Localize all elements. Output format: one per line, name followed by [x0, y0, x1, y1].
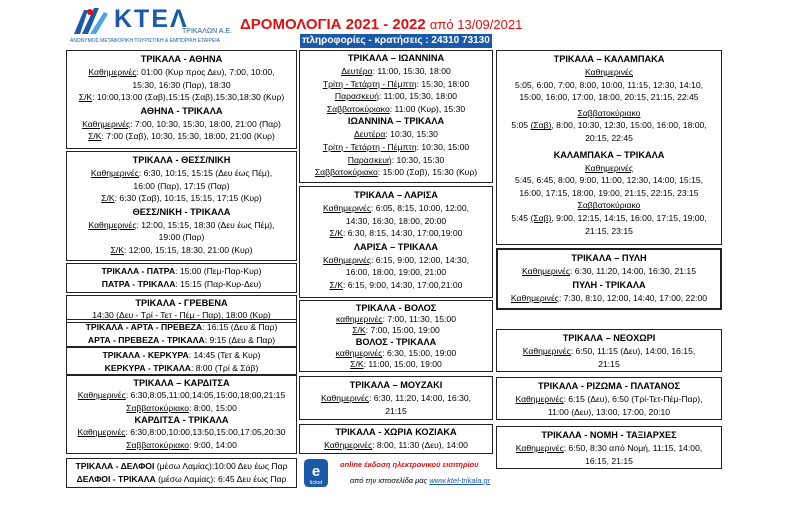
schedule-row: 15:00, 16:00, 17:00, 18:00, 20:15, 21:15, 22:45 — [519, 92, 699, 103]
ktel-logo-icon — [70, 6, 114, 38]
route-patra — [66, 263, 297, 293]
schedule-row: Καθημερινές: 6:05, 8:15, 10:00, 12:00, — [323, 203, 469, 213]
schedule-row: 21:15, 23:15 — [585, 225, 633, 236]
route-neochori — [496, 329, 722, 372]
route-title: ΚΑΛΑΜΠΑΚΑ – ΤΡΙΚΑΛΑ — [553, 149, 665, 160]
schedule-label: Καθημερινές — [584, 162, 633, 173]
schedule-row: Παρασκευή: 11:00, 15:30, 18:00 — [334, 91, 458, 102]
schedule-row: Καθημερινές: 6:30, 10:15, 15:15 (Δευ έως Πέμ), — [90, 168, 273, 178]
schedule-row: 21:15 — [385, 405, 407, 416]
schedule-row: Καθημερινές: 6:30,8:00,10:00,13:50,15:00,17:05,20:30 — [77, 427, 286, 438]
route-title: ΤΡΙΚΑΛΑ - ΑΘΗΝΑ — [140, 54, 223, 64]
schedule-row: ΠΑΤΡΑ - ΤΡΙΚΑΛΑ: 15:15 (Παρ-Κυρ-Δευ) — [101, 278, 262, 289]
schedule-row: Καθημερινές: 6:50, 8:30 από Νομή, 11:15, 14:00, — [515, 443, 703, 453]
schedule-row: Δευτέρα: 11:00, 15:30, 18:00 — [341, 66, 451, 76]
website-prefix: από την ιστοσελίδα μας — [350, 476, 428, 485]
route-mouzaki — [299, 376, 493, 420]
schedule-row: Σ/Κ: 6:30, 8:15, 14:30, 17:00,19:00 — [329, 228, 463, 239]
route-title: ΙΩΑΝΝΙΝΑ – ΤΡΙΚΑΛΑ — [347, 116, 445, 127]
schedule-row: Καθημερινές: 12:00, 15:15, 18:30 (Δευ έως Πέμ), — [88, 219, 275, 230]
route-title: ΚΑΡΔΙΤΣΑ - ΤΡΙΚΑΛΑ — [134, 415, 229, 426]
route-koziaka — [299, 424, 493, 454]
logo-subtitle: ΤΡΙΚΑΛΩΝ Α.Ε. — [182, 28, 232, 35]
schedule-row: Σ/Κ: 11:00, 15:00, 19:00 — [350, 359, 442, 369]
online-ticket-note: online έκδοση ηλεκτρονικού εισιτηρίου — [340, 460, 479, 469]
route-arta-preveza — [66, 319, 297, 347]
website-line — [350, 476, 490, 485]
route-title: ΛΑΡΙΣΑ – ΤΡΙΚΑΛΑ — [353, 241, 439, 252]
schedule-row: 5:45 (Σαβ), 9:00, 12:15, 14:15, 16:00, 17:15, 19:00, — [511, 212, 707, 223]
schedule-row: Καθημερινές: 8:00, 11:30 (Δευ), 14:00 — [324, 440, 468, 450]
schedule-row: 5:05, 6:00, 7:00, 8:00, 10:00, 11:15, 12:30, 14:10, — [514, 79, 704, 90]
schedule-row: Καθημερινές: 6:30, 11:20, 14:00, 16:30, 21:15 — [521, 266, 696, 276]
schedule-row: 11:00 (Δευ), 13:00, 17:00, 20:10 — [547, 406, 671, 417]
schedule-row: καθημερινές: 6:30, 15:00, 19:00 — [335, 348, 457, 358]
schedule-row: ΤΡΙΚΑΛΑ - ΠΑΤΡΑ: 15:00 (Πεμ-Παρ-Κυρ) — [101, 266, 262, 276]
route-thessaloniki — [66, 151, 297, 261]
route-title: ΤΡΙΚΑΛΑ – ΠΥΛΗ — [571, 253, 647, 263]
company-name: ΑΝΩΝΥΜΟΣ ΜΕΤΑΦΟΡΙΚΗ ΤΟΥΡΙΣΤΙΚΗ & ΕΜΠΟΡΙΚΗ ΕΤΑΙΡΕΙΑ — [70, 38, 220, 44]
schedule-row: Σαββατοκύριακο: 9:00, 14:00 — [126, 439, 237, 450]
schedule-row: 14:30 (Δευ - Τρί - Τετ - Πέμ - Παρ), 18:00 (Κυρ) — [92, 310, 271, 320]
schedule-row: ΤΡΙΚΑΛΑ - ΚΕΡΚΥΡΑ: 14:45 (Τετ & Κυρ) — [102, 350, 261, 360]
schedule-row: Παρασκευή: 10:30, 15:30 — [347, 154, 445, 165]
title-text: ΔΡΟΜΟΛΟΓΙΑ 2021 - 2022 — [240, 16, 426, 33]
route-title: ΤΡΙΚΑΛΑ - ΧΩΡΙΑ ΚΟΖΙΑΚΑ — [335, 427, 457, 437]
schedule-row: Σ/Κ: 7:00, 15:00, 19:00 — [352, 325, 440, 335]
eticket-icon — [301, 456, 331, 490]
route-rizoma — [496, 377, 722, 420]
schedule-row: ΤΡΙΚΑΛΑ - ΑΡΤΑ - ΠΡΕΒΕΖΑ: 16:15 (Δευ & Παρ) — [85, 322, 278, 332]
route-title: ΑΘΗΝΑ - ΤΡΙΚΑΛΑ — [140, 105, 223, 116]
route-athina — [66, 50, 297, 149]
route-title: ΒΟΛΟΣ - ΤΡΙΚΑΛΑ — [355, 337, 437, 347]
schedule-row: ΔΕΛΦΟΙ - ΤΡΙΚΑΛΑ (μέσω Λαμίας): 6:45 Δευ έως Παρ — [76, 473, 287, 484]
route-title: ΤΡΙΚΑΛΑ - ΘΕΣΣ/ΝΙΚΗ — [132, 155, 231, 165]
schedule-row: Καθημερινές: 6:50, 11:15 (Δευ), 14:00, 16:15, — [522, 346, 696, 356]
schedule-row: Σαββατοκύριακο: 15:00 (Σαβ), 15:30 (Κυρ) — [314, 167, 478, 178]
svg-text:e: e — [311, 463, 321, 480]
schedule-row: 5:05 (Σαβ), 8:00, 10:30, 12:30, 15:00, 16:00, 18:00, — [511, 120, 707, 131]
website-link[interactable]: www.ktel-trikala.gr — [429, 476, 491, 485]
schedule-row: ΑΡΤΑ - ΠΡΕΒΕΖΑ - ΤΡΙΚΑΛΑ: 9:15 (Δευ & Παρ) — [87, 334, 276, 345]
schedule-row: Τρίτη - Τετάρτη - Πέμπτη: 10:30, 15:00 — [322, 141, 470, 152]
schedule-row: Καθημερινές: 6:30,8:05,11:00,14:05,15:00,18:00,21:15 — [77, 390, 286, 400]
route-kerkyra — [66, 347, 297, 375]
schedule-row: Καθημερινές: 6:15 (Δευ), 6:50 (Τρί-Τετ-Πέμ-Παρ), — [515, 394, 703, 404]
route-title: ΤΡΙΚΑΛΑ – ΙΩΑΝΝΙΝΑ — [347, 53, 445, 63]
schedule-row: Σ/Κ: 6:30 (Σαβ), 10:15, 15:15, 17:15 (Κυρ) — [101, 193, 262, 204]
schedule-row: ΚΕΡΚΥΡΑ - ΤΡΙΚΑΛΑ: 8:00 (Τρί & Σάβ) — [104, 362, 259, 373]
schedule-row: 5:45, 6:45, 8:00, 9:00, 11:00, 12:30, 14:00, 15:15, — [514, 175, 704, 186]
schedule-row: Σαββατοκύριακο: 8:00, 15:00 — [126, 402, 237, 413]
route-title: ΤΡΙΚΑΛΑ – ΝΕΟΧΩΡΙ — [562, 333, 656, 343]
schedule-row: Δευτέρα: 10:30, 15:30 — [354, 129, 438, 140]
route-larisa — [299, 186, 493, 298]
schedule-row: Τρίτη - Τετάρτη - Πέμπτη: 15:30, 18:00 — [322, 78, 470, 89]
schedule-label: Σαββατοκύριακο — [577, 200, 641, 211]
route-title: ΤΡΙΚΑΛΑ - ΡΙΖΩΜΑ - ΠΛΑΤΑΝΟΣ — [537, 381, 681, 391]
route-title: ΘΕΣΣ/ΝΙΚΗ - ΤΡΙΚΑΛΑ — [132, 206, 231, 217]
route-karditsa — [66, 375, 297, 454]
route-title: ΤΡΙΚΑΛΑ - ΝΟΜΗ - ΤΑΞΙΑΡΧΕΣ — [541, 430, 677, 440]
route-title: ΤΡΙΚΑΛΑ – ΜΟΥΖΑΚΙ — [349, 380, 443, 390]
schedule-row: 19:00 (Παρ) — [158, 232, 205, 243]
schedule-row: Σ/Κ: 12:00, 15:15, 18:30, 21:00 (Κυρ) — [110, 244, 253, 255]
schedule-row: Καθημερινές: 01:00 (Κυρ προς Δευ), 7:00, 10:00, — [88, 67, 275, 77]
schedule-row: Καθημερινές: 6:15, 9:00, 12:00, 14:30, — [323, 254, 469, 265]
schedule-row: Καθημερινές: 7:30, 8:10, 12:00, 14:40, 17:00, 22:00 — [510, 292, 708, 303]
schedule-row: ΤΡΙΚΑΛΑ - ΔΕΛΦΟΙ (μέσω Λαμίας):10:00 Δευ έως Παρ — [75, 461, 288, 471]
schedule-row: 16:00, 18:00, 19:00, 21:00 — [345, 267, 447, 278]
route-title: ΤΡΙΚΑΛΑ - ΒΟΛΟΣ — [355, 303, 437, 313]
schedule-row: Σ/Κ: 10:00,13:00 (Σαβ),15:15 (Σαβ),15:30,18:30 (Κυρ) — [78, 92, 285, 103]
eticket-label: ticket — [309, 480, 323, 486]
schedule-row: Καθημερινές: 7:00, 10:30, 15:30, 18:00, 21:00 (Παρ) — [82, 118, 281, 129]
schedule-row: 20:15, 22:45 — [585, 132, 633, 143]
schedule-row: 16:00, 17:15, 18:00, 19:00, 21:15, 22:15, 23:15 — [519, 187, 699, 198]
schedule-row: 21:15 — [598, 358, 620, 369]
title-date: από 13/09/2021 — [429, 17, 523, 32]
route-title: ΤΡΙΚΑΛΑ – ΚΑΡΔΙΤΣΑ — [133, 378, 230, 388]
route-title: ΤΡΙΚΑΛΑ - ΓΡΕΒΕΝΑ — [135, 298, 228, 308]
route-ioannina — [299, 50, 493, 183]
logo-brand: ΚΤΕΛ — [114, 5, 189, 33]
schedule-row: Σ/Κ: 7:00 (Σαβ), 10:30, 15:30, 18:00, 21:00 (Κυρ) — [88, 131, 275, 142]
page-title — [240, 16, 522, 33]
route-title: ΤΡΙΚΑΛΑ – ΚΑΛΑΜΠΑΚΑ — [553, 54, 665, 64]
route-delfoi — [66, 458, 297, 488]
route-pyli — [496, 248, 722, 310]
schedule-row: Καθημερινές: 6:30, 11:20, 14:00, 16:30, — [320, 393, 472, 403]
route-kalampaka — [496, 50, 722, 245]
route-volos — [299, 300, 493, 372]
schedule-label: Καθημερινές — [584, 67, 633, 77]
schedule-row: Σαββατοκύριακο: 11:00 (Κυρ), 15:30 — [326, 103, 466, 114]
route-title: ΠΥΛΗ - ΤΡΙΚΑΛΑ — [572, 279, 646, 290]
schedule-row: καθημερινές: 7:00, 11:30, 15:00 — [335, 314, 456, 324]
schedule-row: 14:30, 16:30, 18:00, 20:00 — [345, 215, 447, 226]
route-title: ΤΡΙΚΑΛΑ – ΛΑΡΙΣΑ — [354, 190, 438, 200]
schedule-row: 15:30, 16:30 (Παρ), 18:30 — [132, 79, 231, 90]
schedule-label: Σαββατοκύριακο — [577, 107, 641, 118]
schedule-row: 16:15, 21:15 — [585, 455, 633, 466]
schedule-row: 16:00 (Παρ), 17:15 (Παρ) — [133, 180, 230, 191]
info-banner: πληροφορίες - κρατήσεις : 24310 73130 — [300, 34, 492, 48]
route-taxiarches — [496, 426, 722, 469]
schedule-row: Σ/Κ: 6:15, 9:00, 14:30, 17:00,21:00 — [329, 279, 463, 290]
